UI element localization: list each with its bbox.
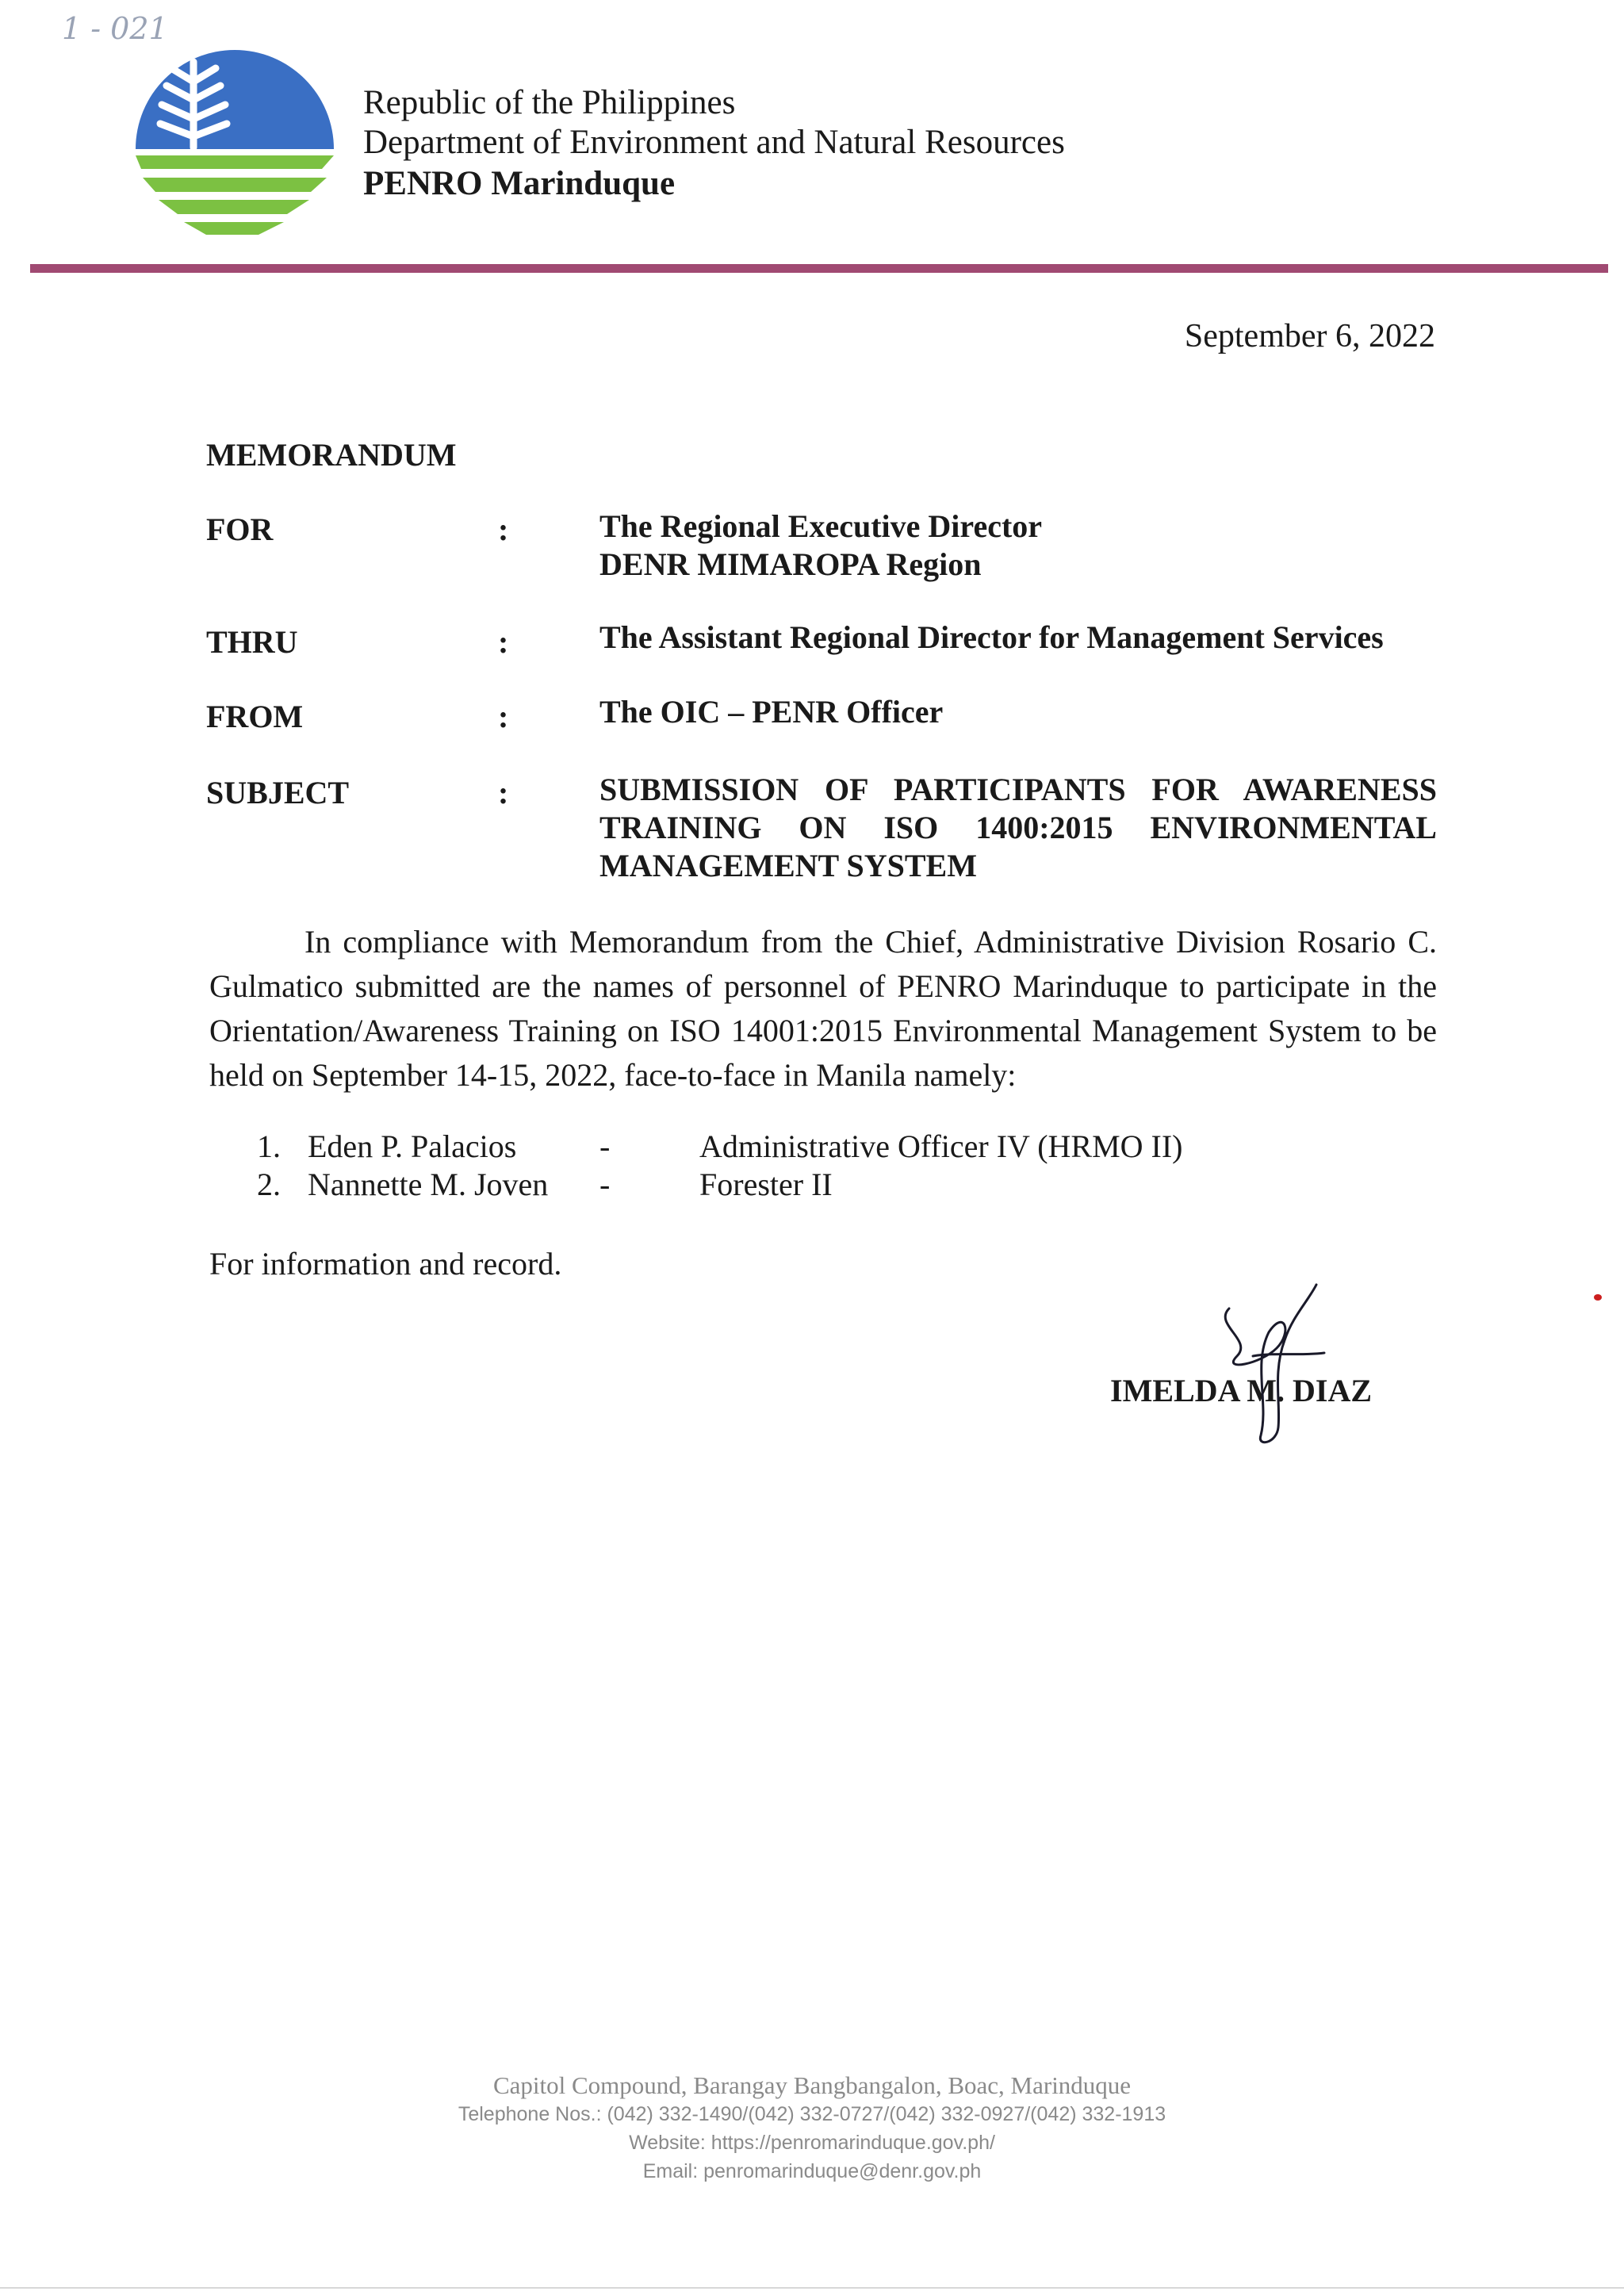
footer-email: Email: penromarinduque@denr.gov.ph — [642, 2160, 982, 2182]
page-bottom-edge — [0, 2287, 1624, 2289]
list-item-name: Eden P. Palacios — [308, 1128, 517, 1164]
letterhead-office: PENRO Marinduque — [363, 165, 676, 202]
footer-telephone: Telephone Nos.: (042) 332-1490/(042) 332-0727/(042) 332-0927/(042) 332-1913 — [458, 2103, 1166, 2125]
list-item-position: Administrative Officer IV (HRMO II) — [699, 1128, 1183, 1164]
letterhead-department: Department of Environment and Natural Resources — [363, 124, 1065, 161]
signatory-name: IMELDA M. DIAZ — [1110, 1373, 1373, 1408]
list-item-dash: - — [599, 1128, 611, 1164]
ink-mark — [1594, 1294, 1602, 1301]
subject-colon: : — [498, 775, 509, 810]
for-region: DENR MIMAROPA Region — [599, 546, 982, 582]
letterhead-republic: Republic of the Philippines — [363, 84, 736, 121]
list-item-number: 2. — [257, 1167, 281, 1202]
footer-address: Capitol Compound, Barangay Bangbangalon, Boac, Marinduque — [492, 2071, 1132, 2099]
for-value — [599, 508, 1042, 584]
handwritten-note: 1 - 021 — [62, 11, 168, 46]
subject-label: SUBJECT — [206, 775, 350, 810]
signature — [1205, 1277, 1332, 1451]
thru-value: The Assistant Regional Director for Management Services — [599, 619, 1384, 655]
for-recipient: The Regional Executive Director — [599, 508, 1043, 544]
subject-value: SUBMISSION OF PARTICIPANTS FOR AWARENESS TRAINING ON ISO 1400:2015 ENVIRONMENTAL MANAGEMENT SYSTEM — [599, 772, 1437, 883]
body-paragraph: In compliance with Memorandum from the Chief, Administrative Division Rosario C. Gulmatico submitted are the names of personnel of PENRO Marinduque to participate in the Orientation/Awareness Training on ISO 14001:2015 Environmental Management System to be held on September 14-15, 2022, face-to-face in Manila namely: — [209, 924, 1437, 1093]
list-item-name: Nannette M. Joven — [308, 1167, 549, 1202]
from-colon: : — [498, 699, 509, 734]
closing-line: For information and record. — [209, 1246, 562, 1282]
list-item-dash: - — [599, 1167, 611, 1202]
header-divider — [30, 264, 1608, 273]
for-colon: : — [498, 511, 509, 547]
memo-date: September 6, 2022 — [1184, 318, 1435, 354]
footer-website: Website: https://penromarinduque.gov.ph/ — [629, 2132, 995, 2154]
thru-colon: : — [498, 624, 509, 660]
memo-title: MEMORANDUM — [206, 437, 457, 473]
list-item-position: Forester II — [699, 1167, 833, 1202]
thru-label: THRU — [206, 624, 298, 660]
from-value: The OIC – PENR Officer — [599, 694, 944, 730]
for-label: FOR — [206, 511, 274, 547]
from-label: FROM — [206, 699, 304, 734]
list-item-number: 1. — [257, 1128, 281, 1164]
denr-logo — [132, 46, 338, 236]
